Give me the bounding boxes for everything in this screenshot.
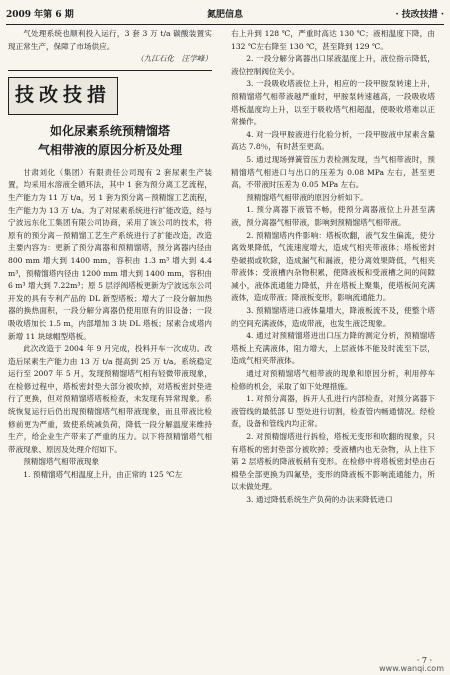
page-number: · 7 · [416, 656, 432, 665]
body-paragraph: 甘肃刘化（集团）有限责任公司现有 2 套尿素生产装置，均采用水溶液全循环法，其中 1 套为预分离工艺流程，生产能力为 11 万 t/a，另 1 套为预分离－预精馏工艺流程，生产能力为 13 万 t/a。为了对尿素系统进行扩能改造，经与宁波远东化工集团有限公司协商，采用了该公司的技术，将原有的预分离－预精馏工艺生产系统进行了扩能改造，改造主要内容为：更新了预分离器和预精馏塔，预分离器内径由 800 mm 增大到 1400 mm，容积由 1.3 m³ 增大到 4.4 m³，预精馏塔内径由 1200 mm 增大到 1400 mm，容积由 6 m³ 增大到 7.22m³；原 5 层浮阀塔板更新为宁波远东公司开发的具有专利产品的 DL 新型塔板；增大了一段分解加热器的换热面积，一段分解分离器仍使用原有的旧设备；一段吸收塔加长 1.5 m，内部增加 3 块 DL 塔板；尿素合成塔内新增 11 块球帽型塔板。 [8, 167, 212, 341]
body-paragraph: 2. 预精馏塔内件影响：塔板吹翻，液气发生偏流，使分离效果降低，气流速度增大，造成气相夹带液体；塔板密封垫破损或吹除，造成漏气和漏液，使分离效果降低，气相夹带液体；受液槽内杂物积累，使降液板和受液槽之间的间隙减小，液体流通能力降低，并在塔板上聚集，使塔板间充满液体，造成带液；降液板变形，影响流通能力。 [231, 230, 435, 303]
article-title-line1: 如化尿素系统预精馏塔 [49, 123, 170, 138]
subheading: 预精馏塔气相带液现象 [23, 457, 100, 467]
page-header [6, 2, 444, 25]
body-paragraph: 此次改造于 2004 年 9 月完成，投料开车一次成功。改造后尿素生产能力由 13 万 t/a 提高到 25 万 t/a。系统稳定运行至 2007 年 5 月，发现预精馏塔气相有轻微带液现象，在检修过程中，塔板密封垫大部分被吹掉，对塔板密封垫进行了更换，但对预精馏塔塔板检查，未发现有异常现象。系统恢复运行后仍出现预精馏塔气相带液现象，而且带液比检修前更为严重，致使系统减负荷，降低一段分解温度来维持生产，给企业生产带来了严重的压力。以下将预精馏塔气相带液现象、原因及处理介绍如下。 [8, 344, 212, 454]
right-column [231, 28, 435, 507]
body-paragraph: 5. 通过现场弹簧管压力表检测发现，当气相带液时，预精馏塔气相进口与出口的压差为 0.08 MPa 左右，甚至更高，不带液时压差为 0.05 MPa 左右。 [231, 154, 435, 190]
intro-signature: （九江石化 汪学峰） [136, 54, 212, 64]
body-paragraph: 3. 一段吸收塔液位上升，相应的一段甲胺泵转速上升，预精馏塔气相带液越严重时，甲胺泵转速越高，一段吸收塔塔板温度均上升，以至于吸收塔气相超温，使吸收塔难以正常操作。 [231, 79, 435, 127]
body-paragraph: 1. 预分离器下液管不畅，使预分离器液位上升甚至满液，预分离器气相带液，影响到预精馏塔气相带液。 [231, 205, 435, 227]
body-paragraph: 2. 一段分解分离器出口尿液温度上升，液位指示降低，液位控制阀位关小。 [231, 54, 435, 76]
section-divider [8, 70, 212, 71]
issue-label: 2009 年第 6 期 [6, 9, 74, 20]
journal-name: 氮肥信息 [206, 9, 244, 20]
body-paragraph: 3. 通过降低系统生产负荷的办法来降低进口 [246, 494, 393, 504]
watermark: www.wanqi.com [379, 664, 444, 673]
body-paragraph: 4. 通过对预精馏塔进出口压力降的测定分析，预精馏塔塔板上充满液体，阻力增大，上层液体不能及时流至下层，造成气相夹带液体。 [231, 331, 435, 366]
body-paragraph: 1. 对预分离器，拆开人孔进行内部检查，对预分离器下液管线的最低部 U 型处进行切割，检查管内畅通情况。经检查，设备和管线内均正常。 [231, 394, 435, 429]
body-paragraph: 2. 对预精馏塔进行拆检，塔板无变形和吹翻的现象，只有塔板的密封垫部分被吹掉；受液槽内也无杂物，从上往下第 2 层塔板的降液板稍有变形。在检修中将塔板密封垫由石棉垫全部更换为四氟垫，变形的降液板不影响流通能力，所以未做处理。 [231, 432, 435, 492]
body-paragraph: 右上升到 128 ℃，严重时高达 130 ℃；液相温度下降，由 132 ℃左右降至 130 ℃，甚至降到 129 ℃。 [231, 29, 435, 51]
body-paragraph: 4. 对一段甲胺液进行化验分析，一段甲胺液中尿素含量高达 7.8％，有时甚至更高。 [231, 129, 435, 152]
section-label: · 技改技措 · [395, 9, 444, 20]
intro-paragraph: 气处理系统也顺利投入运行，3 套 3 万 t/a 碳酸装置实现正常生产，保障了市场供应。 [8, 29, 212, 51]
body-paragraph: 预精馏塔气相带液的原因分析如下。 [246, 192, 368, 202]
left-column [8, 28, 212, 482]
body-paragraph: 3. 预精馏塔进口液体量增大，降液板流不及，使整个塔的空间充满液体，造成带液，也发生液泛现象。 [231, 306, 435, 328]
article-title-line2: 气相带液的原因分析及处理 [37, 142, 182, 157]
section-banner: 技改技措 [8, 77, 118, 115]
body-paragraph: 1. 预精馏塔气相温度上升，由正常的 125 ℃左 [23, 470, 183, 480]
body-paragraph: 通过对预精馏塔气相带液的现象和原因分析，利用停车检修的机会，采取了如下处理措施。 [231, 369, 435, 391]
